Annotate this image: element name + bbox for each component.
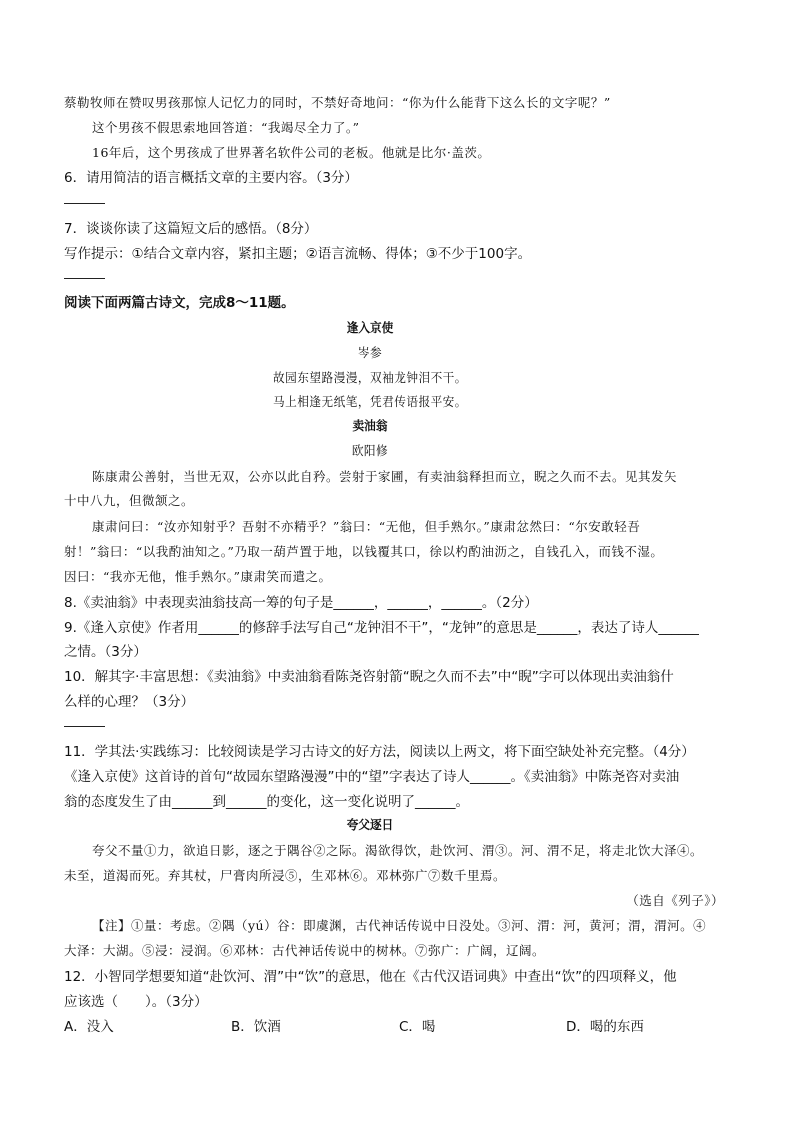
answer-line [64,726,105,727]
poem-title: 逢入京使 [346,320,394,335]
kuafu-title: 夸父逐日 [346,817,394,832]
story-line: 这个男孩不假思索地回答道：“我竭尽全力了。” [92,120,360,135]
answer-line [64,278,105,279]
option-c[interactable]: C．喝 [399,1019,436,1035]
question-12: 12．小智同学想要知道“赴饮河、渭”中“饮”的意思，他在《古代汉语词典》中查出“饮”的四项释义，他 [64,969,677,985]
poem-line: 马上相逢无纸笔，凭君传语报平安。 [273,394,467,409]
answer-line [64,203,105,204]
question-11-line: 翁的态度发生了由______到______的变化，这一变化说明了______。 [64,794,469,810]
prose-author: 欧阳修 [351,443,389,458]
prose-line: 十中八九，但微颔之。 [64,493,195,508]
question-8: 8.《卖油翁》中表现卖油翁技高一筹的句子是______，______，______。（2分） [64,595,538,611]
question-10-cont: 么样的心理？（3分） [64,694,195,710]
prose-line: 射！”翁曰：“以我酌油知之。”乃取一葫芦置于地，以钱覆其口，徐以杓酌油沥之，自钱孔入，而钱不湿。 [64,544,664,559]
section-heading: 阅读下面两篇古诗文，完成8～11题。 [64,295,295,311]
question-9: 9.《逢入京使》作者用______的修辞手法写自己“龙钟泪不干”，“龙钟”的意思是______，表达了诗人______ [64,620,699,636]
question-9-cont: 之情。（3分） [64,644,147,660]
poem-author: 岑参 [357,345,383,360]
prose-title: 卖油翁 [352,418,388,433]
option-a[interactable]: A．没入 [64,1019,114,1035]
question-11: 11．学其法·实践练习：比较阅读是学习古诗文的好方法，阅读以上两文，将下面空缺处补充完整。（4分） [64,744,695,760]
question-7: 7．谈谈你读了这篇短文后的感悟。（8分） [64,221,318,237]
option-b[interactable]: B．饮酒 [231,1019,281,1035]
story-line: 蔡勒牧师在赞叹男孩那惊人记忆力的同时，不禁好奇地问：“你为什么能背下这么长的文字呢？” [64,95,611,110]
question-7-hint: 写作提示：①结合文章内容，紧扣主题；②语言流畅、得体；③不少于100字。 [64,246,532,262]
kuafu-line: 未至，道渴而死。弃其杖，尸膏肉所浸⑤，生邓林⑥。邓林弥广⑦数千里焉。 [64,868,507,883]
prose-line: 因曰：“我亦无他，惟手熟尔。”康肃笑而遣之。 [64,569,332,584]
story-line: 16年后，这个男孩成了世界著名软件公司的老板。他就是比尔·盖茨。 [92,145,491,160]
poem-line: 故园东望路漫漫，双袖龙钟泪不干。 [273,370,467,385]
question-6: 6．请用简洁的语言概括文章的主要内容。（3分） [64,170,358,186]
question-10: 10．解其字·丰富思想：《卖油翁》中卖油翁看陈尧咨射箭“睨之久而不去”中“睨”字可以体现出卖油翁什 [64,669,674,685]
question-11-line: 《逢入京使》这首诗的首句“故园东望路漫漫”中的“望”字表达了诗人______。《卖油翁》中陈尧咨对卖油 [64,769,680,785]
prose-line: 陈康肃公善射，当世无双，公亦以此自矜。尝射于家圃，有卖油翁释担而立，睨之久而不去。见其发矢 [92,469,678,484]
kuafu-note: 大泽：大湖。⑤浸：浸润。⑥邓林：古代神话传说中的树林。⑦弥广：广阔，辽阔。 [64,943,546,958]
prose-line: 康肃问曰：“汝亦知射乎？吾射不亦精乎？”翁曰：“无他，但手熟尔。”康肃忿然曰：“尔安敢轻吾 [92,519,641,534]
kuafu-note: 【注】①量：考虑。②隅（yú）谷：即虞渊，古代神话传说中日没处。③河、渭：河，黄河；渭，渭河。④ [92,918,707,933]
option-d[interactable]: D．喝的东西 [566,1019,644,1035]
kuafu-line: 夸父不量①力，欲追日影，逐之于隅谷②之际。渴欲得饮，赴饮河、渭③。河、渭不足，将走北饮大泽④。 [92,843,704,858]
kuafu-source: （选自《列子》） [626,893,724,908]
question-12-cont: 应该选（ ）。（3分） [64,994,208,1010]
